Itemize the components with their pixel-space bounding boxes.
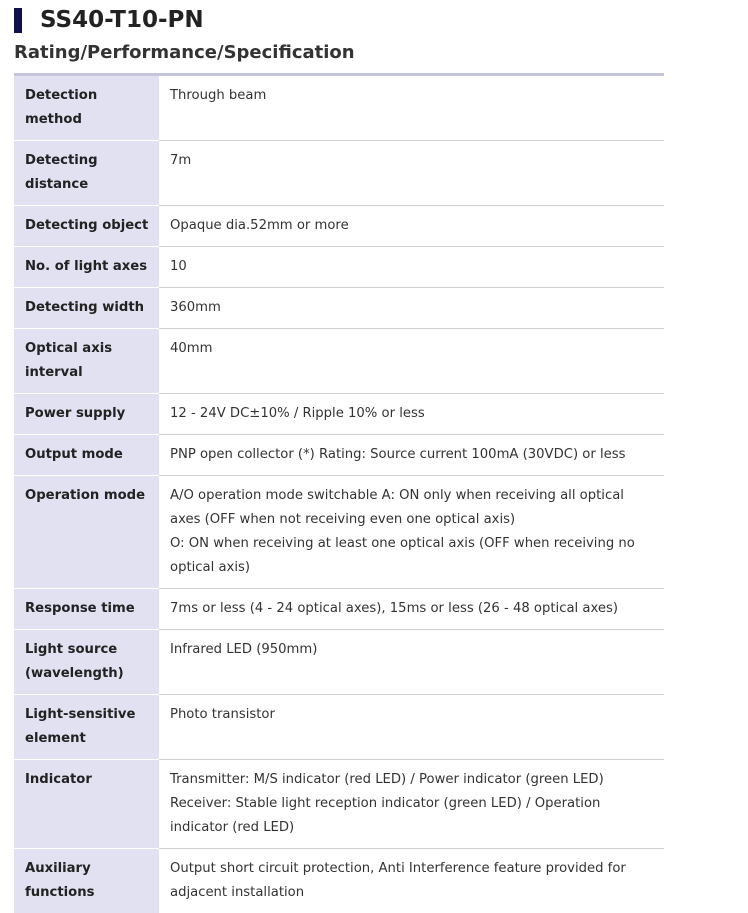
spec-value: 10 bbox=[159, 247, 664, 288]
product-header bbox=[14, 6, 204, 34]
spec-value: Opaque dia.52mm or more bbox=[159, 206, 664, 247]
spec-value-line: A/O operation mode switchable A: ON only when receiving all optical axes (OFF when not receiving even one optical axis) bbox=[170, 484, 654, 532]
spec-value: 7ms or less (4 - 24 optical axes), 15ms or less (26 - 48 optical axes) bbox=[159, 589, 664, 630]
spec-table bbox=[14, 76, 664, 913]
spec-label: Auxiliary functions bbox=[14, 849, 159, 913]
spec-value: 40mm bbox=[159, 329, 664, 394]
product-title: SS40-T10-PN bbox=[40, 7, 204, 33]
spec-row-detection-method bbox=[14, 76, 664, 141]
spec-value bbox=[159, 476, 664, 589]
spec-label: Light source (wavelength) bbox=[14, 630, 159, 695]
spec-value: Infrared LED (950mm) bbox=[159, 630, 664, 695]
spec-row-detecting-object bbox=[14, 206, 664, 247]
spec-label: Detecting distance bbox=[14, 141, 159, 206]
spec-row-light-source bbox=[14, 630, 664, 695]
spec-label: No. of light axes bbox=[14, 247, 159, 288]
spec-row-detecting-distance bbox=[14, 141, 664, 206]
spec-row-response-time bbox=[14, 589, 664, 630]
spec-label: Detection method bbox=[14, 76, 159, 141]
spec-row-detecting-width bbox=[14, 288, 664, 329]
spec-value: PNP open collector (*) Rating: Source current 100mA (30VDC) or less bbox=[159, 435, 664, 476]
spec-row-optical-axis-interval bbox=[14, 329, 664, 394]
spec-value-line: O: ON when receiving at least one optical axis (OFF when receiving no optical axis) bbox=[170, 532, 654, 580]
spec-label: Optical axis interval bbox=[14, 329, 159, 394]
spec-row-light-axes bbox=[14, 247, 664, 288]
spec-row-output-mode bbox=[14, 435, 664, 476]
spec-value: Photo transistor bbox=[159, 695, 664, 760]
spec-label: Output mode bbox=[14, 435, 159, 476]
spec-value-line: Transmitter: M/S indicator (red LED) / Power indicator (green LED) bbox=[170, 768, 654, 792]
spec-label: Light-sensitive element bbox=[14, 695, 159, 760]
spec-label: Response time bbox=[14, 589, 159, 630]
spec-value: 12 - 24V DC±10% / Ripple 10% or less bbox=[159, 394, 664, 435]
spec-label: Operation mode bbox=[14, 476, 159, 589]
section-title: Rating/Performance/Specification bbox=[14, 42, 355, 63]
title-marker bbox=[14, 8, 22, 33]
spec-value: Output short circuit protection, Anti Interference feature provided for adjacent installation bbox=[159, 849, 664, 913]
spec-row-indicator bbox=[14, 760, 664, 849]
spec-label: Detecting object bbox=[14, 206, 159, 247]
spec-value: Through beam bbox=[159, 76, 664, 141]
spec-row-auxiliary-functions bbox=[14, 849, 664, 913]
spec-row-power-supply bbox=[14, 394, 664, 435]
spec-label: Power supply bbox=[14, 394, 159, 435]
spec-label: Detecting width bbox=[14, 288, 159, 329]
spec-row-operation-mode bbox=[14, 476, 664, 589]
spec-value: 360mm bbox=[159, 288, 664, 329]
spec-value-line: Receiver: Stable light reception indicator (green LED) / Operation indicator (red LED) bbox=[170, 792, 654, 840]
spec-label: Indicator bbox=[14, 760, 159, 849]
spec-value bbox=[159, 760, 664, 849]
spec-row-light-sensitive-element bbox=[14, 695, 664, 760]
spec-value: 7m bbox=[159, 141, 664, 206]
